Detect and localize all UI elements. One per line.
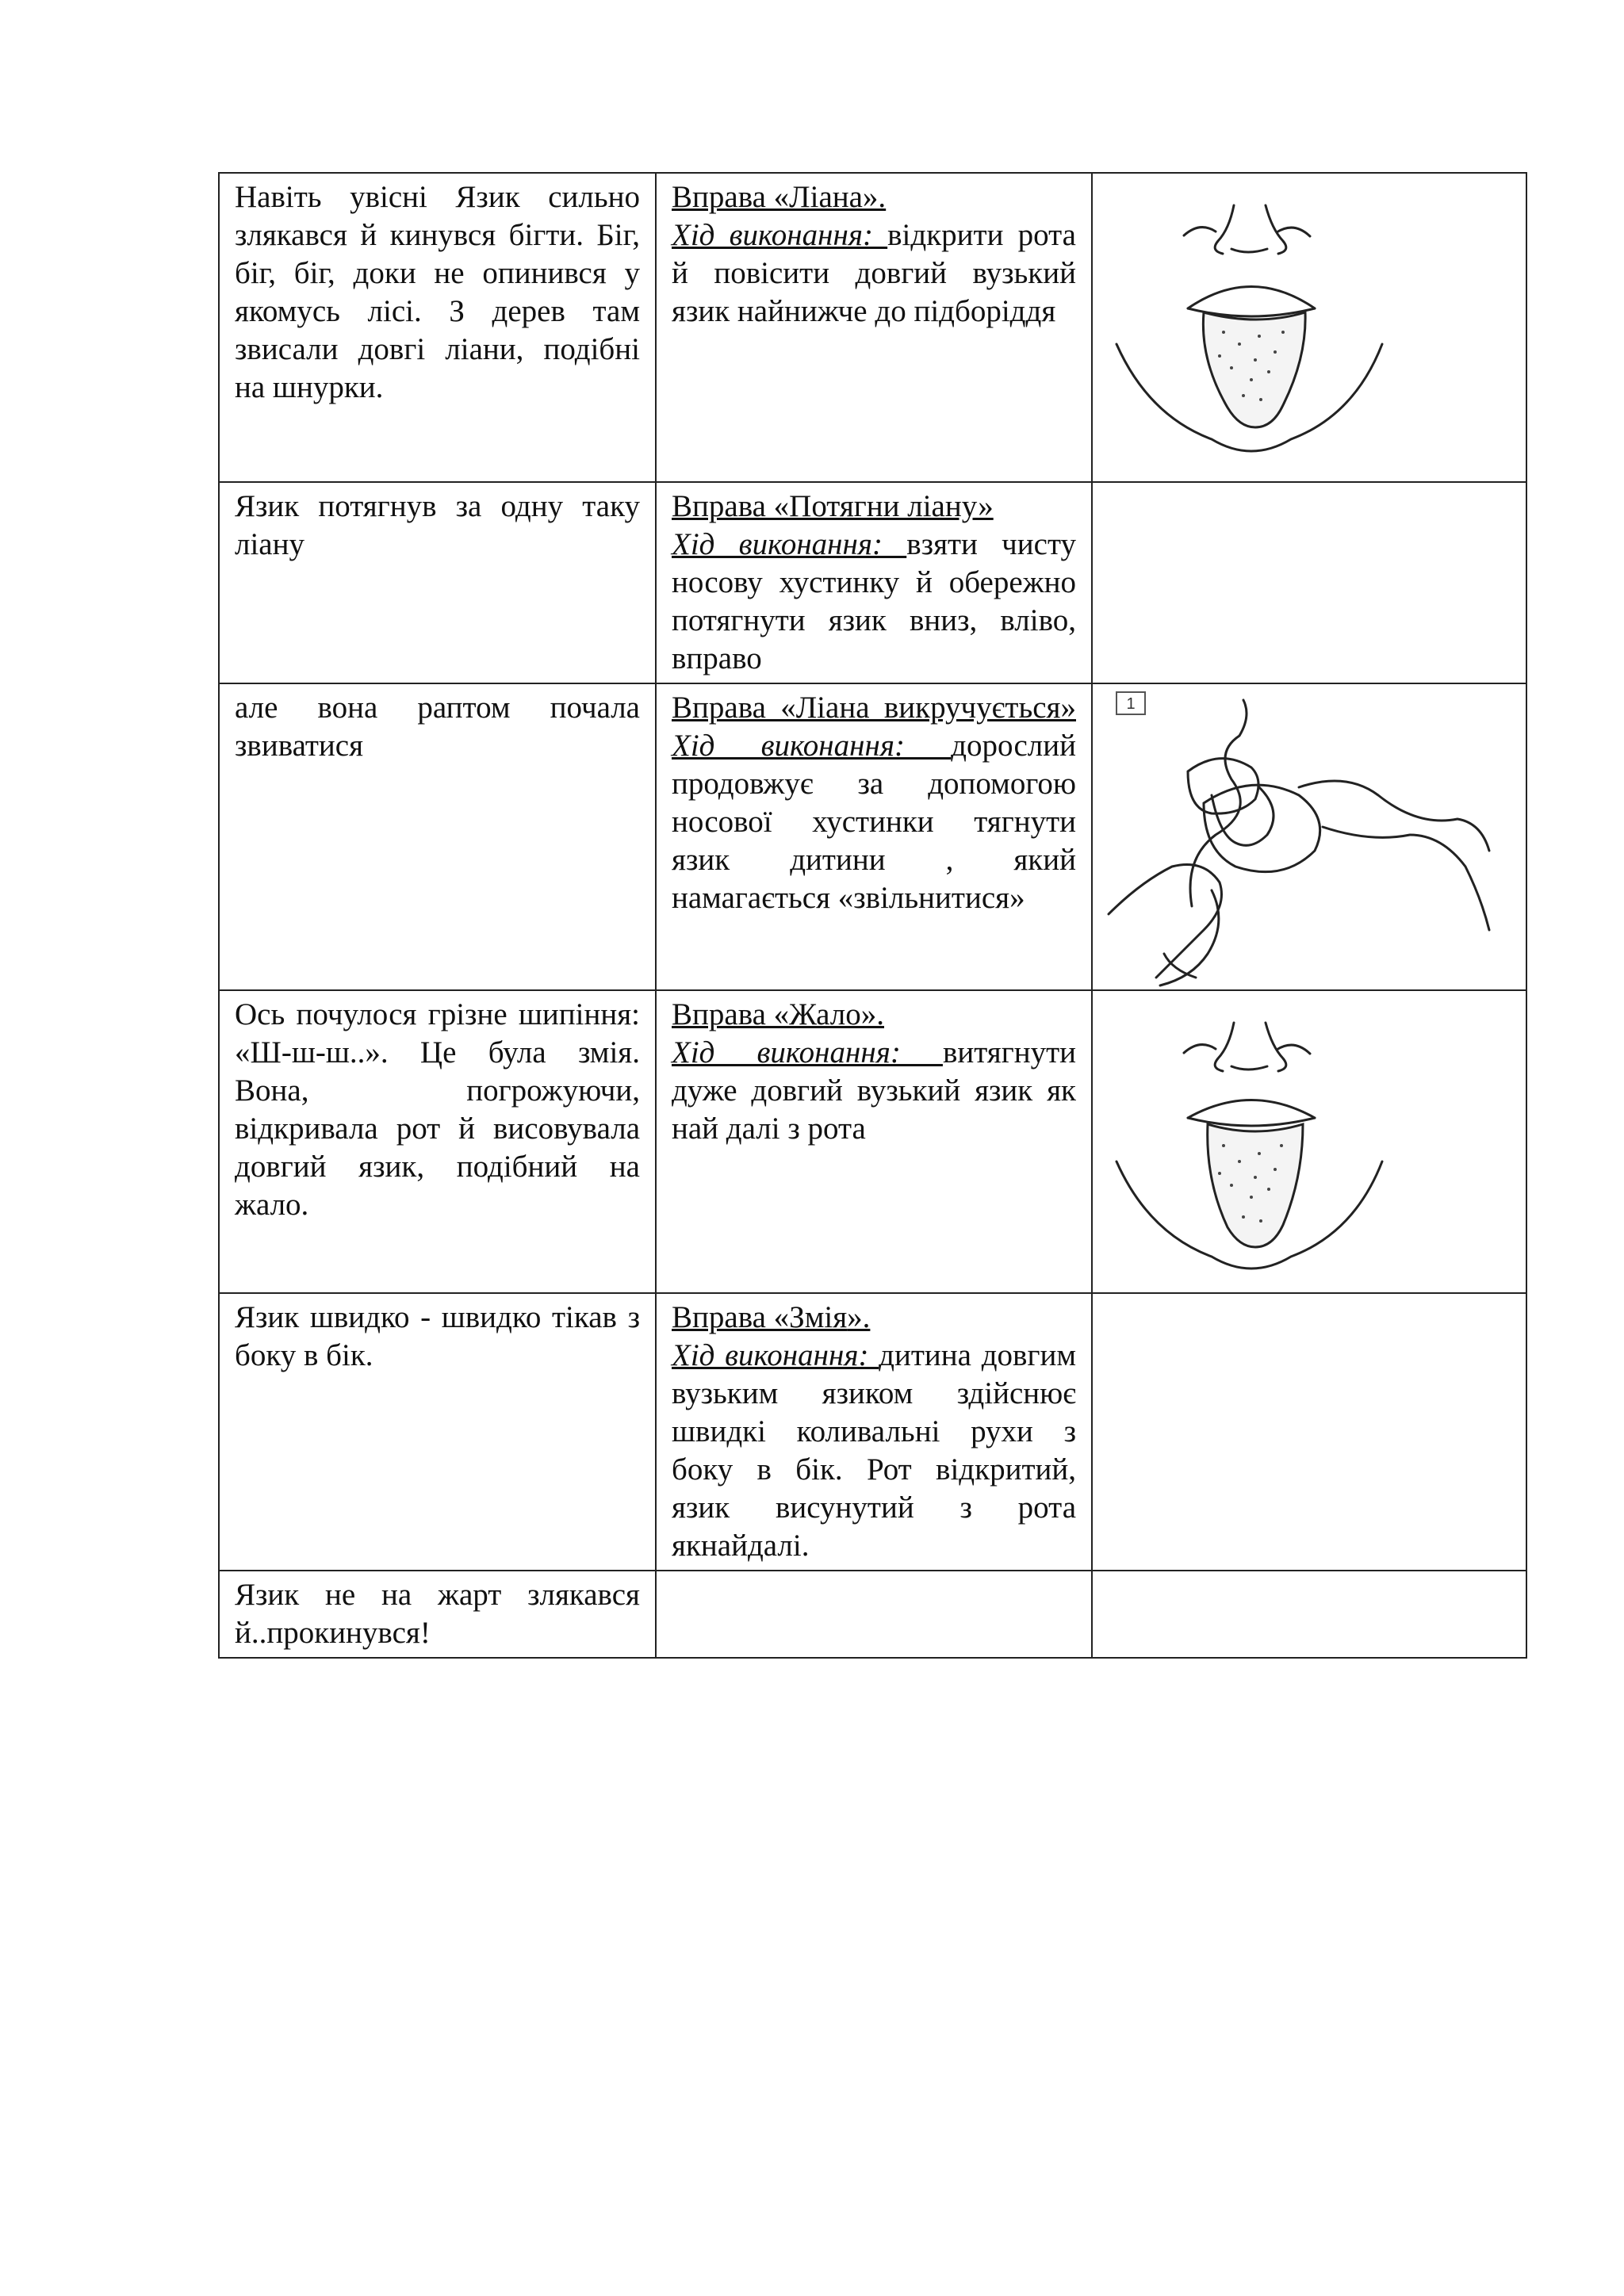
exercise-description: витягнути дуже довгий вузький язик як най далі з рота bbox=[672, 1035, 1076, 1146]
exercise-cell bbox=[656, 173, 1092, 482]
illustration-cell bbox=[1092, 1293, 1526, 1571]
story-text: Ось почулося грізне шипіння: «Ш-ш-ш..». Це була змія. Вона, погрожуючи, відкривала рот й висовувала довгий язик, подібний на жало. bbox=[235, 997, 640, 1222]
table-row bbox=[219, 990, 1526, 1293]
exercise-cell bbox=[656, 990, 1092, 1293]
illustration-cell bbox=[1092, 683, 1526, 990]
table-row bbox=[219, 482, 1526, 683]
table-row bbox=[219, 683, 1526, 990]
table-row bbox=[219, 1293, 1526, 1571]
progress-label: Хід виконання: bbox=[672, 527, 907, 561]
story-text: Язик потягнув за одну таку ліану bbox=[235, 489, 640, 561]
progress-label: Хід виконання: bbox=[672, 1035, 943, 1070]
figure-number-badge bbox=[1116, 692, 1145, 714]
exercise-description: дорослий продовжує за допомогою носової хустинки тягнути язик дитини , який намагається «звільнитися» bbox=[672, 729, 1076, 915]
exercise-table bbox=[218, 172, 1527, 1659]
exercise-cell bbox=[656, 1571, 1092, 1658]
exercise-title: Вправа «Ліана». bbox=[672, 180, 887, 214]
illustration-cell bbox=[1092, 1571, 1526, 1658]
hands-pulling-tongue-illustration bbox=[1093, 684, 1526, 989]
progress-label: Хід виконання: bbox=[672, 1338, 879, 1372]
story-cell bbox=[219, 990, 656, 1293]
story-cell bbox=[219, 683, 656, 990]
svg-text:1: 1 bbox=[1126, 695, 1136, 713]
story-text: Язик не на жарт злякався й..прокинувся! bbox=[235, 1578, 640, 1650]
exercise-cell bbox=[656, 1293, 1092, 1571]
story-cell bbox=[219, 482, 656, 683]
exercise-title bbox=[672, 1299, 1076, 1337]
story-cell bbox=[219, 1293, 656, 1571]
illustration-cell bbox=[1092, 173, 1526, 482]
exercise-title-rest: ». bbox=[847, 1300, 871, 1334]
exercise-description: взяти чисту носову хустинку й обережно потягнути язик вниз, вліво, вправо bbox=[672, 527, 1077, 675]
exercise-cell bbox=[656, 482, 1092, 683]
exercise-description: відкрити рота й повісити довгий вузький язик найнижче до підборіддя bbox=[672, 218, 1076, 328]
story-cell bbox=[219, 1571, 656, 1658]
tongue-hanging-down-illustration bbox=[1093, 174, 1526, 481]
table-row bbox=[219, 1571, 1526, 1658]
table-row bbox=[219, 173, 1526, 482]
story-cell bbox=[219, 173, 656, 482]
illustration-cell bbox=[1092, 482, 1526, 683]
tongue-stretched-out-illustration bbox=[1093, 991, 1526, 1292]
story-text: Навіть увісні Язик сильно злякався й кинувся бігти. Біг, біг, біг, доки не опинився у якомусь лісі. З дерев там звисали довгі ліани, подібні на шнурки. bbox=[235, 180, 640, 404]
story-text: Язик швидко - швидко тікав з боку в бік. bbox=[235, 1300, 640, 1372]
exercise-cell bbox=[656, 683, 1092, 990]
exercise-title: Вправа «Жало». bbox=[672, 997, 884, 1031]
progress-label: Хід виконання: bbox=[672, 218, 888, 252]
story-text: але вона раптом почала звиватися bbox=[235, 691, 640, 763]
exercise-title: Вправа «Ліана викручується» bbox=[672, 691, 1076, 725]
exercise-title: Вправа «Потягни ліану» bbox=[672, 489, 994, 523]
exercise-title-underlined: Вправа «Змія bbox=[672, 1300, 848, 1334]
exercise-description: дитина довгим вузьким язиком здійснює швидкі коливальні рухи з боку в бік. Рот відкритий, язик висунутий з рота якнайдалі. bbox=[672, 1338, 1076, 1563]
progress-label: Хід виконання: bbox=[672, 729, 952, 763]
illustration-cell bbox=[1092, 990, 1526, 1293]
